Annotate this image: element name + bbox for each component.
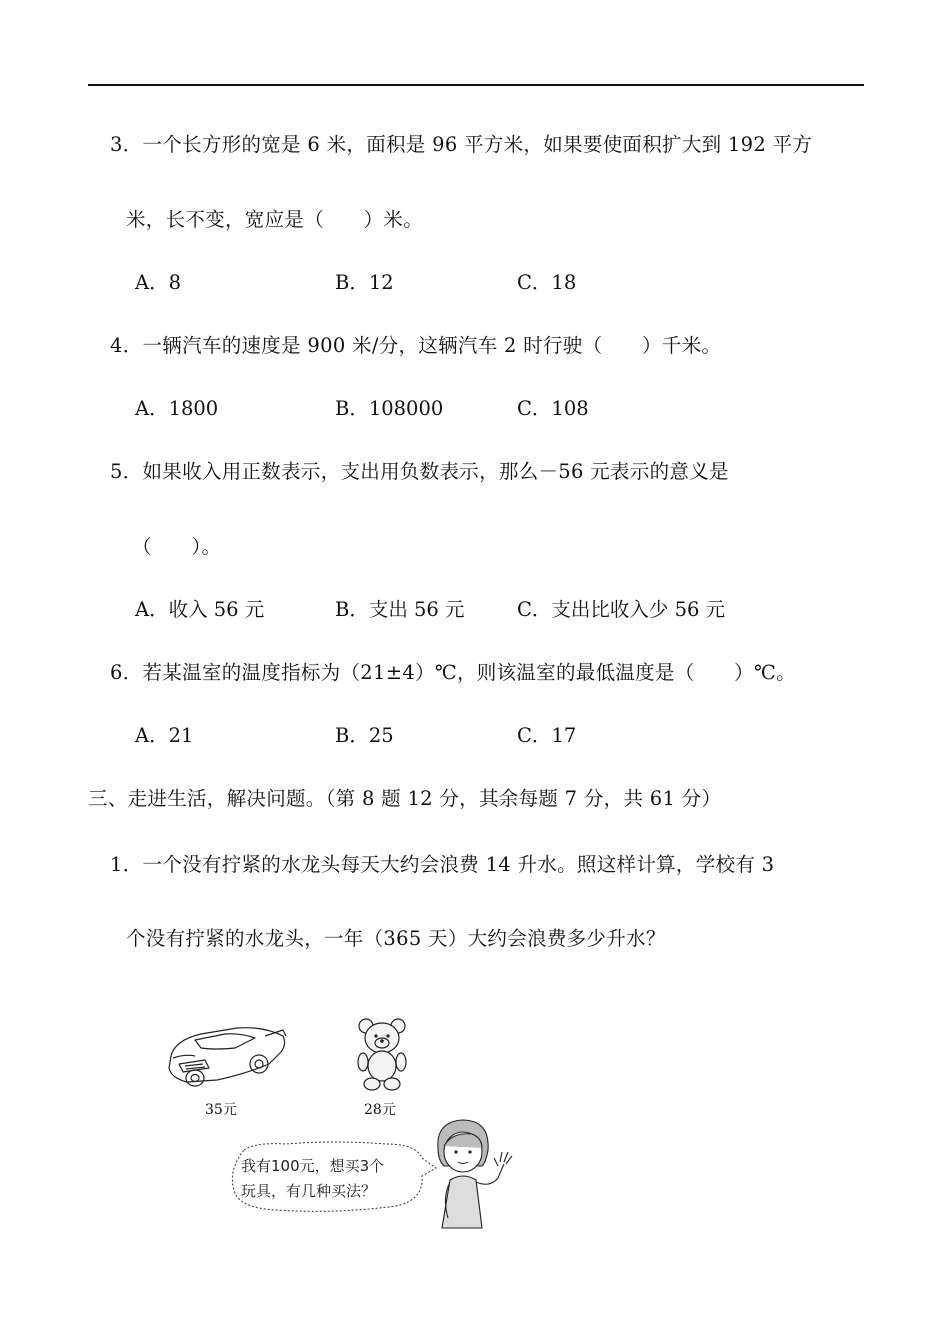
- q6-option-b: B．25: [335, 724, 394, 747]
- girl-illustration: [428, 1118, 518, 1232]
- q4-option-b: B．108000: [335, 397, 444, 420]
- p1-line2: 个没有拧紧的水龙头，一年（365 天）大约会浪费多少升水？: [126, 927, 666, 950]
- header-rule: [88, 84, 864, 86]
- q6-line1: 6．若某温室的温度指标为（21±4）℃，则该温室的最低温度是（ ）℃。: [110, 661, 796, 684]
- q6-option-c: C．17: [517, 724, 577, 747]
- section-3-title: 三、走进生活，解决问题。（第 8 题 12 分，其余每题 7 分，共 61 分）: [88, 787, 722, 810]
- q4-option-a: A．1800: [135, 397, 219, 420]
- toy-car-illustration: [165, 1018, 290, 1090]
- p1-line1: 1．一个没有拧紧的水龙头每天大约会浪费 14 升水。照这样计算，学校有 3: [110, 853, 775, 876]
- q3-option-c: C．18: [517, 271, 577, 294]
- q5-option-b: B．支出 56 元: [335, 598, 465, 621]
- q3-line1: 3．一个长方形的宽是 6 米，面积是 96 平方米，如果要使面积扩大到 192 平方: [110, 133, 813, 156]
- car-price: 35元: [205, 1102, 237, 1118]
- speech-line1: 我有100元，想买3个: [241, 1157, 385, 1175]
- q6-option-a: A．21: [135, 724, 194, 747]
- q4-line1: 4．一辆汽车的速度是 900 米/分，这辆汽车 2 时行驶（ ）千米。: [110, 334, 722, 357]
- speech-line2: 玩具，有几种买法？: [241, 1182, 377, 1200]
- speech-bubble: [226, 1140, 438, 1216]
- q5-line1: 5．如果收入用正数表示，支出用负数表示，那么－56 元表示的意义是: [110, 460, 729, 483]
- bear-price: 28元: [364, 1102, 396, 1118]
- q3-option-a: A．8: [135, 271, 181, 294]
- q5-option-c: C．支出比收入少 56 元: [517, 598, 726, 621]
- teddy-bear-illustration: [354, 1016, 410, 1092]
- q5-option-a: A．收入 56 元: [135, 598, 265, 621]
- q3-option-b: B．12: [335, 271, 394, 294]
- q3-line2: 米，长不变，宽应是（ ）米。: [126, 208, 424, 231]
- q5-line2: （ ）。: [132, 535, 222, 558]
- q4-option-c: C．108: [517, 397, 589, 420]
